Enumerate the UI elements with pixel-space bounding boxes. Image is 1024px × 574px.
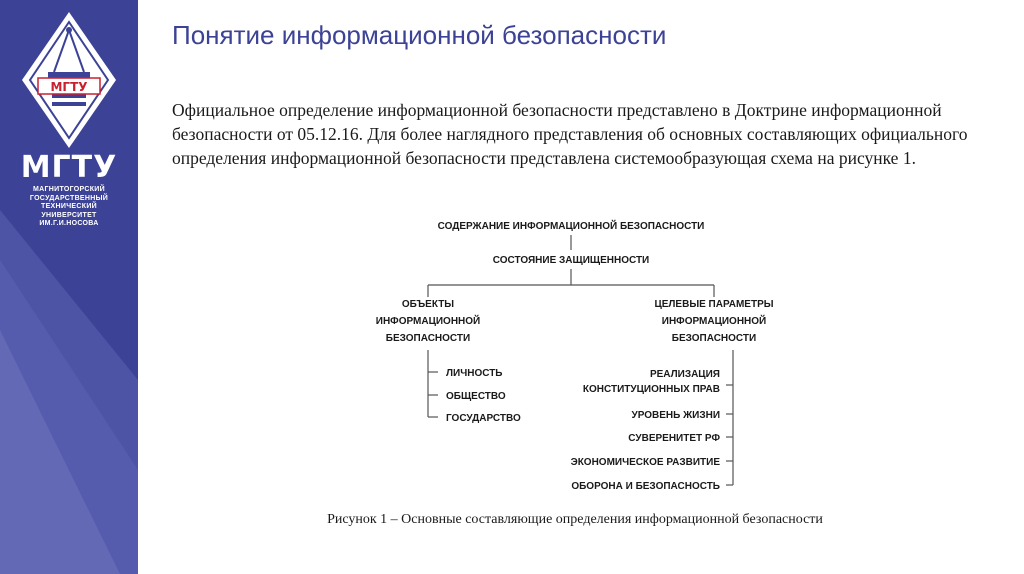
sidebar [0,0,138,574]
right-branch-title-line: ЦЕЛЕВЫЕ ПАРАМЕТРЫ [654,299,774,310]
logo-subtitle-line: ИМ.Г.И.НОСОВА [39,220,99,227]
intro-paragraph: Официальное определение информационной безопасности представлено в Доктрине информационной безопасности от 05.12.16. Для более наглядного представления об основных составляющих официального определения информационной безопасности представлена системообразующая схема на рисунке 1. [172,100,968,168]
right-branch-title-line: ИНФОРМАЦИОННОЙ [661,316,767,327]
left-branch-title-line: ИНФОРМАЦИОННОЙ [375,316,481,327]
right-branch-item: КОНСТИТУЦИОННЫХ ПРАВ [582,384,720,395]
right-branch-item: ОБОРОНА И БЕЗОПАСНОСТЬ [571,481,720,492]
logo-subtitle-line: ГОСУДАРСТВЕННЫЙ [29,194,109,202]
left-branch-item: ГОСУДАРСТВО [446,413,521,424]
logo-subtitle-line: УНИВЕРСИТЕТ [41,211,97,219]
diagram-level2: СОСТОЯНИЕ ЗАЩИЩЕННОСТИ [492,255,650,266]
right-branch-title-line: БЕЗОПАСНОСТИ [671,333,757,344]
page-title: Понятие информационной безопасности [172,20,667,50]
logo-subtitle-line: МАГНИТОГОРСКИЙ [33,186,105,193]
right-branch-item: СУВЕРЕНИТЕТ РФ [628,433,720,444]
logo-title: МГТУ [20,150,118,185]
security-structure-diagram [360,205,840,505]
logo-subtitle [0,186,138,229]
sidebar-decoration [0,0,138,574]
left-branch-title-line: БЕЗОПАСНОСТИ [385,333,471,344]
right-branch-item: ЭКОНОМИЧЕСКОЕ РАЗВИТИЕ [570,457,720,468]
right-branch-item: РЕАЛИЗАЦИЯ [649,369,720,380]
right-branch-item: УРОВЕНЬ ЖИЗНИ [631,410,720,421]
figure-caption: Рисунок 1 – Основные составляющие определения информационной безопасности [327,512,823,527]
left-branch-title-line: ОБЪЕКТЫ [401,299,455,310]
logo-badge-text: МГТУ [50,80,88,94]
logo-subtitle-line: ТЕХНИЧЕСКИЙ [41,203,97,210]
diagram-root: СОДЕРЖАНИЕ ИНФОРМАЦИОННОЙ БЕЗОПАСНОСТИ [437,221,705,232]
diagram-connectors [428,235,733,485]
left-branch-item: ЛИЧНОСТЬ [446,368,503,379]
left-branch-item: ОБЩЕСТВО [446,391,506,402]
